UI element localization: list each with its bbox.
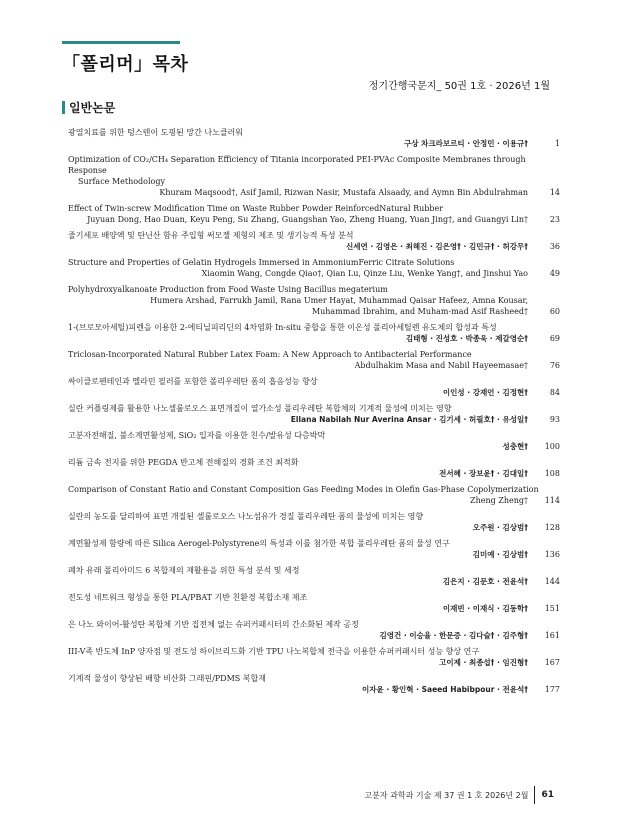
toc-entry-byline [68,214,560,225]
toc-entry-title: Optimization of CO₂/CH₄ Separation Efficiency of Titania incorporated PEI-PVAc Composite Membranes through Response [68,155,526,175]
footer-page-number: 61 [541,790,554,800]
toc-entry-byline [68,657,560,668]
toc-entry-authors: Muhammad Ibrahim, and Muham-mad Asif Rasheed† [311,307,528,316]
toc-entry-title: 광열치료를 위한 텅스텐이 도핑된 망간 나노클러워 [68,128,244,137]
toc-entry-byline [68,268,560,279]
toc-entry[interactable] [68,203,560,225]
toc-entry-page: 84 [549,388,560,397]
toc-entry-byline [68,333,560,344]
toc-entry-authors: 고이제 · 최종섭† · 임진형† [439,658,528,667]
toc-entry[interactable] [68,430,560,452]
toc-entry-page: 49 [549,269,560,278]
toc-entry[interactable] [68,349,560,371]
toc-entry-byline [68,138,560,149]
toc-entry-title: 실란 커플링제를 활용한 나노셀룰로오스 표면개질이 열가소성 폴리우레탄 복합체의 기계적 물성에 미치는 영향 [68,404,452,413]
toc-entry-title: 고분자전해질, 불소계면활성제, SiO₂ 입자를 이용한 친수/발유성 다층박막 [68,431,326,440]
toc-entry-title: Structure and Properties of Gelatin Hydrogels Immersed in AmmoniumFerric Citrate Solutions [68,258,455,267]
toc-entry[interactable] [68,127,560,149]
toc-entry-page: 100 [544,442,560,451]
toc-entry[interactable] [68,306,560,317]
footer-divider [534,786,535,804]
toc-entry-title: 폐차 유래 폴리아미드 6 복합재의 재활용을 위한 특성 분석 및 세정 [68,566,300,575]
toc-entry-page: 108 [544,469,560,478]
toc-entry-title: Surface Methodology [78,177,166,186]
toc-entry-title: Polyhydroxyalkanoate Production from Food Waste Using Bacillus megaterium [68,285,388,294]
page-footer [364,786,554,804]
toc-entry-byline [68,549,560,560]
toc-entry-title: 싸이클로펜테인과 멜라민 필러를 포함한 폴리우레탄 폼의 흡음성능 향상 [68,377,318,386]
toc-entry-authors: Ellana Nabilah Nur Averina Ansar · 김기세 · 허필호† · 유성일† [290,415,528,424]
toc-entry-authors: Zheng Zheng† [470,496,528,505]
toc-entry[interactable] [68,538,560,560]
toc-entry-page: 128 [544,523,560,532]
toc-entry[interactable] [68,154,560,198]
toc-entry-authors: 전서혜 · 장보윤† · 김대일† [439,469,528,478]
toc-entry[interactable] [68,257,560,279]
toc-entry-page: 14 [549,188,560,197]
toc-entry[interactable] [68,646,560,668]
toc-entry-authors: 김태형 · 진성호 · 박종욱 · 제갈영순† [405,334,528,343]
toc-entry[interactable] [68,565,560,587]
toc-entry-byline [68,414,560,425]
toc-entry-title: 1-(브로모아세틸)피렌을 이용한 2-에티닐피리딘의 4차염화 In-situ 중합을 통한 이온성 폴리아세틸렌 유도체의 합성과 특성 [68,323,497,332]
toc-entry-authors: 신세연 · 김영은 · 최해진 · 김은영† · 김민규† · 허강무† [345,242,528,251]
toc-entry[interactable] [68,673,560,695]
toc-entry-title: 실란의 농도를 달리하여 표면 개질된 셀룰로오스 나노섬유가 경질 폴리우레탄 폼의 물성에 미치는 영향 [68,512,424,521]
toc-entry-page: 36 [549,242,560,251]
footer-journal-info: 고분자 과학과 기술 제 37 권 1 호 2026년 2월 [364,790,529,800]
toc-entry-page: 60 [549,307,560,316]
toc-entry-page: 1 [554,139,560,148]
section-heading: 일반논문 [69,101,116,115]
toc-entry-byline [68,603,560,614]
toc-entry-authors: Xiaomin Wang, Congde Qiao†, Qian Lu, Qinze Liu, Wenke Yang†, and Jinshui Yao [201,269,528,278]
toc-entry-title: III-V족 반도체 InP 양자점 및 전도성 하이브리드화 기반 TPU 나노복합체 전극을 이용한 슈퍼커패시터 성능 향상 연구 [68,647,480,656]
section-accent-bar [62,101,65,114]
page-title: 「폴리머」목차 [62,54,189,75]
toc-entry-byline [68,306,560,317]
toc-entry-authors: 이재빈 · 이재식 · 김동학† [442,604,528,613]
toc-entry-byline [68,468,560,479]
toc-entry-authors: Juyuan Dong, Hao Duan, Keyu Peng, Su Zhang, Guangshan Yao, Zheng Huang, Yuan Jing†, and Guangyi Lin† [87,215,528,224]
toc-entry[interactable] [68,230,560,252]
table-of-contents [68,127,560,700]
toc-entry[interactable] [68,322,560,344]
toc-entry[interactable] [68,592,560,614]
toc-entry-authors: 김미예 · 김상범† [472,550,528,559]
toc-entry-byline [68,187,560,198]
toc-entry-page: 151 [544,604,560,613]
toc-entry-authors: 이자윤 · 황인혁 · Saeed Habibpour · 전윤석† [362,685,528,694]
toc-entry-authors: Abdulhakim Masa and Nabil Hayeemasae† [354,361,528,370]
journal-issue-info: 정기간행국문지_ 50권 1호 · 2026년 1월 [368,81,550,92]
toc-entry-byline [68,360,560,371]
toc-entry-byline [68,576,560,587]
toc-entry-title: 은 나노 와이어-활성탄 복합체 기반 집전체 없는 슈퍼커패시터의 간소화된 제작 공정 [68,620,359,629]
toc-entry-byline [68,495,560,506]
toc-entry-page: 177 [544,685,560,694]
toc-entry-authors: 김영건 · 이승율 · 한문증 · 김다슬† · 김주형† [379,631,528,640]
toc-entry-authors: 김은지 · 김문호 · 전윤석† [442,577,528,586]
toc-entry[interactable] [68,619,560,641]
toc-entry-title: 리튬 금속 전지를 위한 PEGDA 반고체 전해질의 경화 조건 최적화 [68,458,299,467]
toc-entry-title: 기계적 물성이 향상된 배향 비산화 그래핀/PDMS 복합재 [68,674,266,683]
toc-entry-byline [68,441,560,452]
toc-entry-page: 69 [549,334,560,343]
toc-entry-authors: 이인성 · 강재언 · 김정현† [442,388,528,397]
toc-entry-title: Comparison of Constant Ratio and Constant Composition Gas Feeding Modes in Olefin Gas-Phase Copolymerization [68,485,539,494]
toc-entry-authors: 성충현† [502,442,528,451]
toc-entry-byline [68,241,560,252]
toc-entry-title: 계면활성제 함량에 따른 Silica Aerogel-Polystyrene의 특성과 이를 첨가한 복합 폴리우레탄 폼의 물성 연구 [68,539,450,548]
toc-entry-byline [68,522,560,533]
toc-entry-page: 93 [549,415,560,424]
toc-entry-page: 136 [544,550,560,559]
toc-entry[interactable] [68,511,560,533]
toc-entry[interactable] [68,284,560,306]
toc-entry-title: Effect of Twin-screw Modification Time on Waste Rubber Powder ReinforcedNatural Rubber [68,204,444,213]
toc-entry-authors: 오주원 · 김상범† [472,523,528,532]
toc-entry[interactable] [68,457,560,479]
toc-entry-title: 줄기세포 배양액 및 탄닌산 함유 주입형 써모젤 제형의 제조 및 생기능적 특성 분석 [68,231,354,240]
title-accent-line [62,41,180,44]
toc-entry-byline [68,684,560,695]
toc-entry-byline [68,387,560,398]
toc-entry[interactable] [68,484,560,506]
toc-entry-authors: 구상 차크라보르티 · 안정민 · 이용규† [404,139,528,148]
toc-entry-byline [68,630,560,641]
toc-entry-page: 167 [544,658,560,667]
toc-entry[interactable] [68,403,560,425]
toc-entry-page: 161 [544,631,560,640]
toc-entry-page: 114 [544,496,560,505]
toc-entry[interactable] [68,376,560,398]
toc-entry-authors: Humera Arshad, Farrukh Jamil, Rana Umer Hayat, Muhammad Qaisar Hafeez, Amna Kousar, [150,296,528,305]
toc-entry-page: 76 [549,361,560,370]
toc-entry-title: Triclosan-Incorporated Natural Rubber Latex Foam: A New Approach to Antibacterial Performance [68,350,472,359]
toc-entry-page: 23 [549,215,560,224]
toc-entry-byline [68,295,560,306]
toc-entry-authors: Khuram Maqsood†, Asif Jamil, Rizwan Nasir, Mustafa Alsaady, and Aymn Bin Abdulrahman [159,188,528,197]
toc-entry-page: 144 [544,577,560,586]
toc-entry-title: 전도성 네트워크 형성을 통한 PLA/PBAT 기반 친환경 복합소재 제조 [68,593,308,602]
